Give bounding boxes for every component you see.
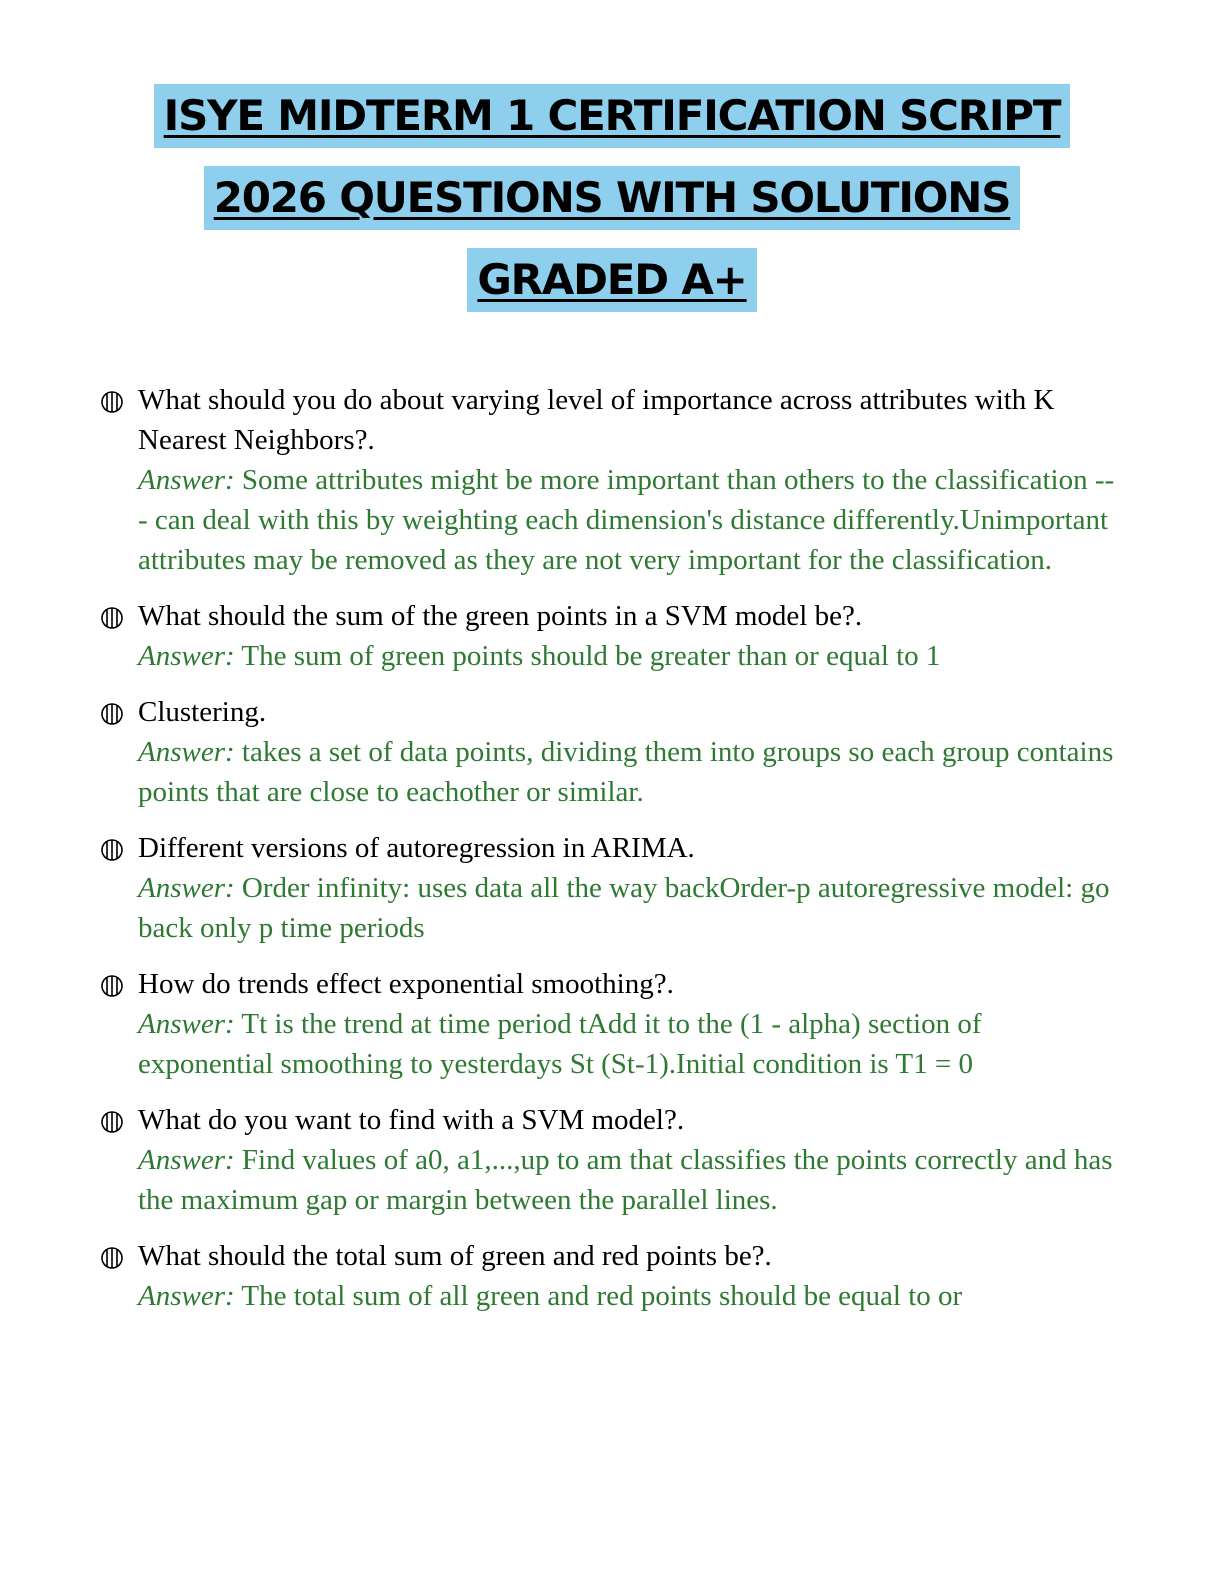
list-item <box>98 596 1118 676</box>
list-item <box>98 1100 1118 1220</box>
question-text: What should you do about varying level of importance across attributes with K Nearest Neighbors?. <box>138 384 1055 456</box>
striped-circle-icon <box>100 390 124 414</box>
answer-body: Find values of a0, a1,...,up to am that classifies the points correctly and has the maximum gap or margin between the parallel lines. <box>138 1144 1113 1216</box>
question-text: Different versions of autoregression in ARIMA. <box>138 832 695 864</box>
title-line-2: 2026 QUESTIONS WITH SOLUTIONS <box>0 166 1224 240</box>
striped-circle-icon <box>100 838 124 862</box>
striped-circle-icon <box>100 1110 124 1134</box>
answer-text <box>138 1140 1118 1220</box>
answer-label: Answer: <box>138 640 235 672</box>
answer-label: Answer: <box>138 464 235 496</box>
answer-body: Tt is the trend at time period tAdd it to the (1 - alpha) section of exponential smoothing to yesterdays St (St-1).Initial condition is T1 = 0 <box>138 1008 982 1080</box>
list-item <box>98 380 1118 580</box>
answer-label: Answer: <box>138 872 235 904</box>
answer-body: Order infinity: uses data all the way backOrder-p autoregressive model: go back only p time periods <box>138 872 1110 944</box>
striped-circle-icon <box>100 606 124 630</box>
question-text: How do trends effect exponential smoothing?. <box>138 968 674 1000</box>
answer-body: The sum of green points should be greater than or equal to 1 <box>241 640 941 672</box>
title-line-1: ISYE MIDTERM 1 CERTIFICATION SCRIPT <box>0 84 1224 158</box>
answer-label: Answer: <box>138 1008 235 1040</box>
answer-text <box>138 732 1118 812</box>
striped-circle-icon <box>100 702 124 726</box>
striped-circle-icon <box>100 974 124 998</box>
document-title <box>0 84 1224 330</box>
answer-text <box>138 460 1118 580</box>
title-line-3: GRADED A+ <box>0 248 1224 322</box>
answer-body: The total sum of all green and red points should be equal to or <box>241 1280 963 1312</box>
answer-text <box>138 1276 1118 1316</box>
answer-body: takes a set of data points, dividing them into groups so each group contains points that are close to eachother or similar. <box>138 736 1114 808</box>
answer-text <box>138 636 1118 676</box>
question-text: Clustering. <box>138 696 267 728</box>
question-answer-list <box>98 380 1118 1332</box>
answer-label: Answer: <box>138 1144 235 1176</box>
striped-circle-icon <box>100 1246 124 1270</box>
question-text: What should the sum of the green points in a SVM model be?. <box>138 600 863 632</box>
answer-body: Some attributes might be more important than others to the classification --- can deal with this by weighting each dimension's distance differently.Unimportant attributes may be removed as they are not very important for the classification. <box>138 464 1115 576</box>
answer-text <box>138 1004 1118 1084</box>
answer-label: Answer: <box>138 736 235 768</box>
question-text: What do you want to find with a SVM model?. <box>138 1104 685 1136</box>
answer-label: Answer: <box>138 1280 235 1312</box>
list-item <box>98 828 1118 948</box>
list-item <box>98 1236 1118 1316</box>
answer-text <box>138 868 1118 948</box>
list-item <box>98 692 1118 812</box>
list-item <box>98 964 1118 1084</box>
question-text: What should the total sum of green and red points be?. <box>138 1240 772 1272</box>
